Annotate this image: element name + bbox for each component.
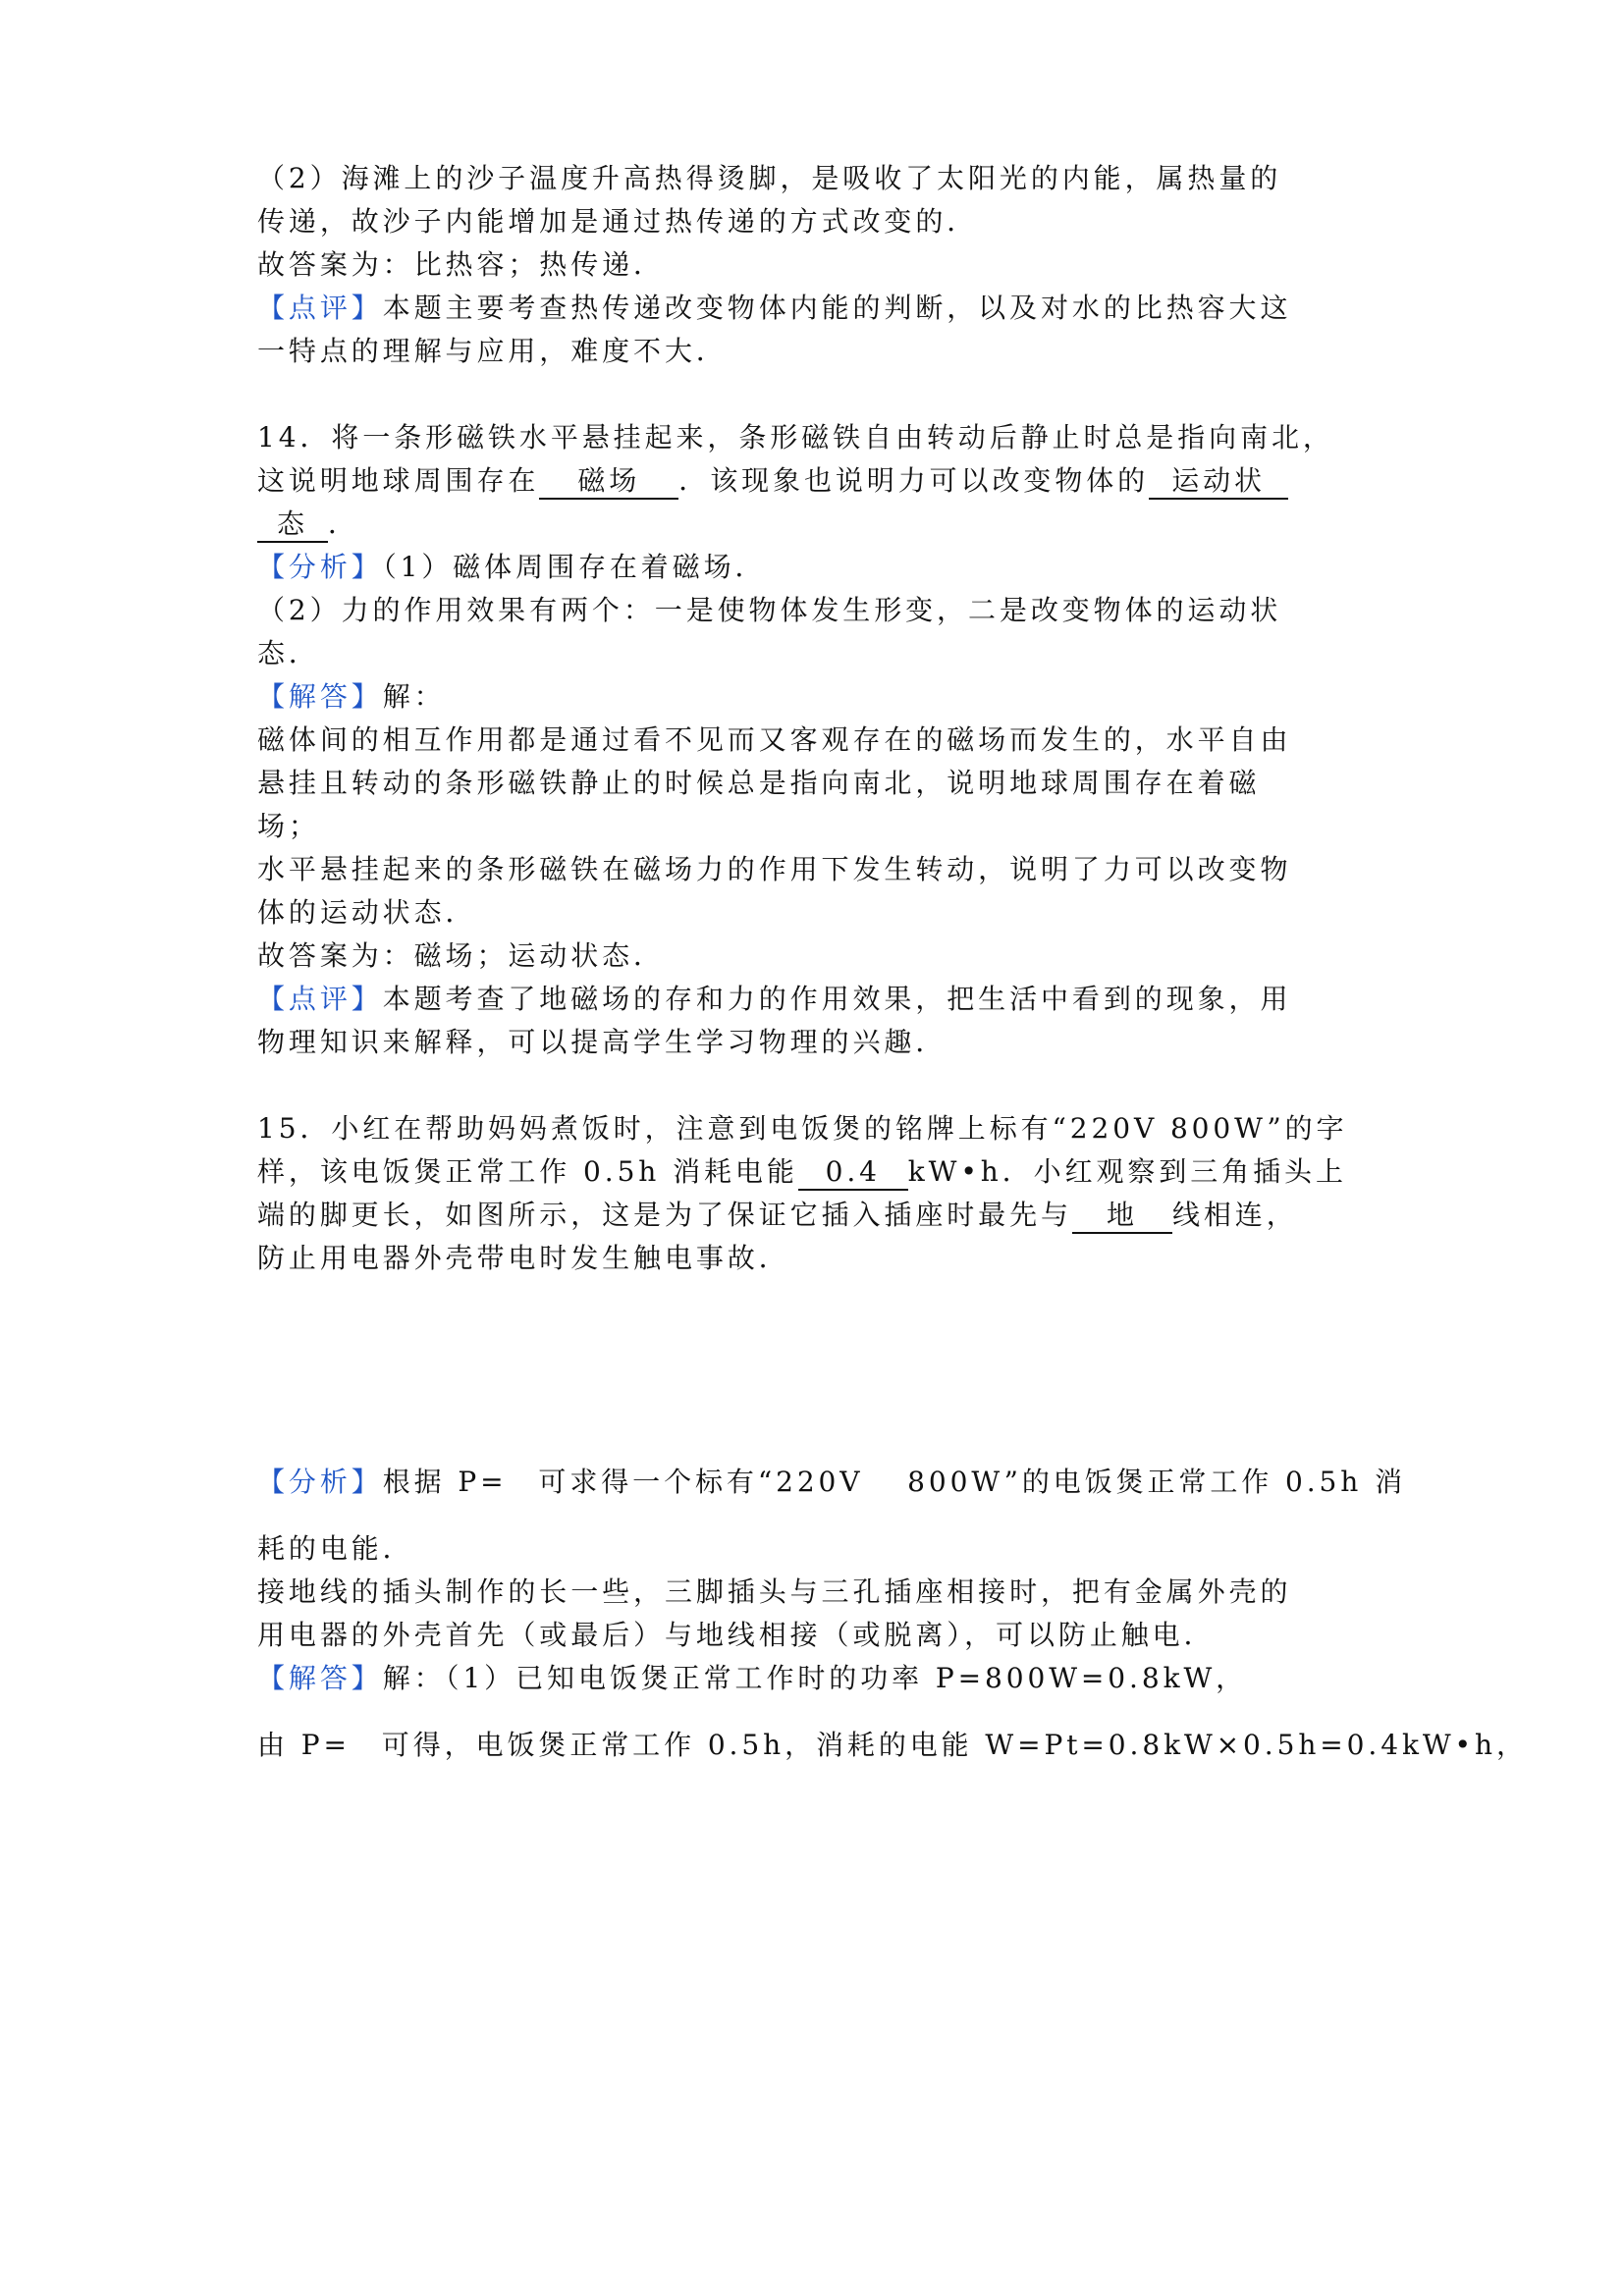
analysis-line: 态．	[257, 637, 320, 669]
analysis-tag: 【分析】	[257, 1466, 383, 1498]
text-line: 传递，故沙子内能增加是通过热传递的方式改变的．	[257, 205, 979, 238]
comment-tag: 【点评】	[257, 983, 383, 1015]
answer-blank: 地	[1072, 1199, 1172, 1234]
solution-line: 水平悬挂起来的条形磁铁在磁场力的作用下发生转动，说明了力可以改变物	[257, 853, 1292, 885]
solution-line: 场；	[257, 810, 320, 842]
analysis-line: （2）力的作用效果有两个：一是使物体发生形变，二是改变物体的运动状	[257, 594, 1282, 626]
text-line: （2）海滩上的沙子温度升高热得烫脚，是吸收了太阳光的内能，属热量的	[257, 162, 1282, 194]
analysis-line: 耗的电能．	[257, 1532, 414, 1565]
analysis-line: 【分析】（1）磁体周围存在着磁场．	[257, 551, 767, 583]
answer-blank: 磁场	[539, 464, 678, 500]
text-line	[257, 287, 1377, 330]
question-15-line: 样，该电饭煲正常工作 0.5h 消耗电能 0.4 kW•h．小红观察到三角插头上	[257, 1150, 1377, 1194]
text-line: 一特点的理解与应用，难度不大．	[257, 335, 728, 367]
analysis-tag: 【分析】	[257, 551, 383, 583]
solution-line: 体的运动状态．	[257, 896, 477, 929]
solution-line: 【解答】解：（1）已知电饭煲正常工作时的功率 P=800W=0.8kW，	[257, 1662, 1248, 1694]
solution-tag: 【解答】	[257, 1662, 383, 1694]
question-14-line: 14．将一条形磁铁水平悬挂起来，条形磁铁自由转动后静止时总是指向南北，	[257, 421, 1334, 454]
comment-line: 物理知识来解释，可以提高学生学习物理的兴趣．	[257, 1026, 947, 1058]
question-14-line: 态 ．	[257, 503, 1377, 546]
question-15-line: 防止用电器外壳带电时发生触电事故．	[257, 1242, 790, 1274]
question-15-line: 端的脚更长，如图所示，这是为了保证它插入插座时最先与 地 线相连，	[257, 1194, 1377, 1237]
question-14-line: 这说明地球周围存在 磁场 ．该现象也说明力可以改变物体的 运动状	[257, 459, 1377, 503]
answer-blank: 态	[257, 507, 328, 543]
solution-line: 故答案为：磁场；运动状态．	[257, 939, 665, 972]
solution-line: 磁体间的相互作用都是通过看不见而又客观存在的磁场而发生的，水平自由	[257, 723, 1292, 756]
comment-tag: 【点评】	[257, 292, 383, 324]
analysis-line: 用电器的外壳首先（或最后）与地线相接（或脱离），可以防止触电．	[257, 1619, 1216, 1651]
comment-line: 【点评】本题考查了地磁场的存和力的作用效果，把生活中看到的现象，用	[257, 983, 1292, 1015]
solution-tag: 【解答】	[257, 680, 383, 713]
answer-blank: 0.4	[798, 1155, 908, 1191]
answer-blank: 运动状	[1149, 464, 1288, 500]
text-line: 故答案为：比热容；热传递．	[257, 248, 665, 281]
solution-line: 由 P= 可得，电饭煲正常工作 0.5h，消耗的电能 W=Pt=0.8kW×0.5h=0.4kW•h，	[257, 1729, 1528, 1761]
analysis-line: 接地线的插头制作的长一些，三脚插头与三孔插座相接时，把有金属外壳的	[257, 1575, 1292, 1608]
analysis-line: 【分析】根据 P= 可求得一个标有“220V 800W”的电饭煲正常工作 0.5h 消	[257, 1466, 1406, 1498]
solution-line: 【解答】解：	[257, 680, 446, 713]
solution-line: 悬挂且转动的条形磁铁静止的时候总是指向南北，说明地球周围存在着磁	[257, 767, 1261, 799]
question-15-line: 15．小红在帮助妈妈煮饭时，注意到电饭煲的铭牌上标有“220V 800W”的字	[257, 1112, 1348, 1145]
comment-text: 本题主要考查热传递改变物体内能的判断，以及对水的比热容大这	[382, 292, 1292, 324]
